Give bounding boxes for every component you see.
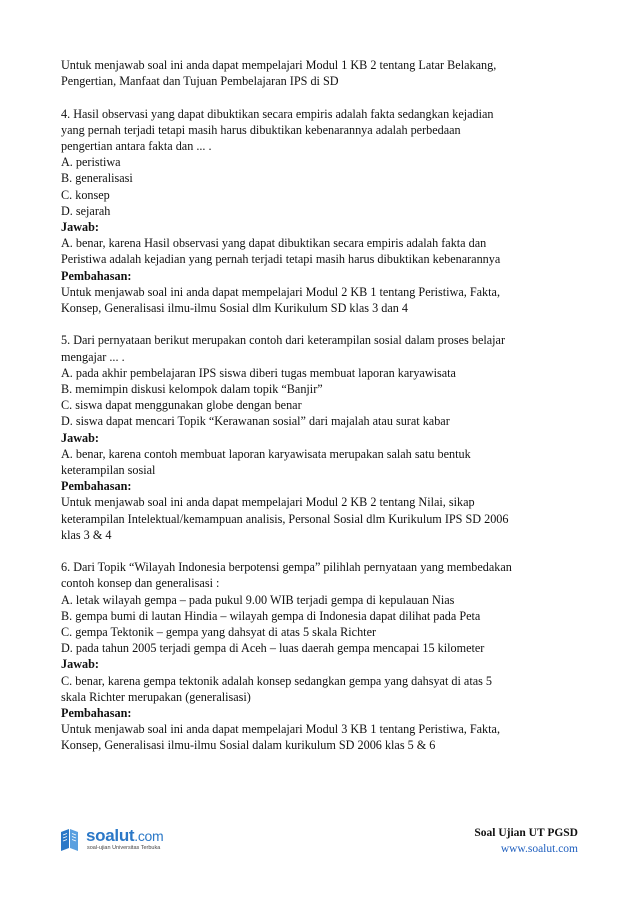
question-5-answer: A. benar, karena contoh membuat laporan karyawisata merupakan salah satu bentuk [61,446,471,461]
question-5-option-b: B. memimpin diskusi kelompok dalam topik “Banjir” [61,382,323,397]
question-4-explanation: Konsep, Generalisasi ilmu-ilmu Sosial dlm Kurikulum SD klas 3 dan 4 [61,301,408,316]
question-6-option-d: D. pada tahun 2005 terjadi gempa di Aceh – luas daerah gempa mencapai 15 kilometer [61,641,485,656]
question-5-explanation: keterampilan Intelektual/kemampuan analisis, Personal Sosial dlm Kurikulum IPS SD 2006 [61,511,509,526]
question-4-jawab-label: Jawab: [61,220,99,235]
question-5-pembahasan-label: Pembahasan: [61,479,132,494]
question-6-answer: C. benar, karena gempa tektonik adalah konsep sedangkan gempa yang dahsyat di atas 5 [61,673,493,688]
question-5-text: 5. Dari pernyataan berikut merupakan contoh dari keterampilan sosial dalam proses belajar [61,333,505,348]
question-4-text: 4. Hasil observasi yang dapat dibuktikan secara empiris adalah fakta sedangkan kejadian [61,106,494,121]
question-6-answer: skala Richter merupakan (generalisasi) [61,689,251,704]
question-5-explanation: Untuk menjawab soal ini anda dapat mempelajari Modul 2 KB 2 tentang Nilai, sikap [61,495,475,510]
footer-info [474,825,578,857]
question-6-jawab-label: Jawab: [61,657,99,672]
question-5-option-c: C. siswa dapat menggunakan globe dengan benar [61,398,302,413]
question-4-answer: A. benar, karena Hasil observasi yang dapat dibuktikan secara empiris adalah fakta dan [61,236,487,251]
question-4-answer: Peristiwa adalah kejadian yang pernah terjadi tetapi masih harus dibuktikan kebenarannya [61,252,501,267]
document-body [61,57,581,754]
spacer [61,543,581,559]
question-5-jawab-label: Jawab: [61,430,99,445]
question-4-option-d: D. sejarah [61,203,111,218]
logo-wordmark [86,826,163,846]
question-5-option-a: A. pada akhir pembelajaran IPS siswa diberi tugas membuat laporan karyawisata [61,365,456,380]
question-6-option-b: B. gempa bumi di lautan Hindia – wilayah gempa di Indonesia dapat dilihat pada Peta [61,608,481,623]
question-6-text: contoh konsep dan generalisasi : [61,576,220,591]
question-6-text: 6. Dari Topik “Wilayah Indonesia berpotensi gempa” pilihlah pernyataan yang membedakan [61,560,512,575]
spacer [61,316,581,332]
question-6-pembahasan-label: Pembahasan: [61,706,132,721]
question-5-option-d: D. siswa dapat mencari Topik “Kerawanan sosial” dari majalah atau surat kabar [61,414,450,429]
logo-word: soalut [86,826,135,845]
question-5-explanation: klas 3 & 4 [61,527,112,542]
soalut-logo[interactable] [58,826,198,858]
footer-title: Soal Ujian UT PGSD [474,827,578,839]
book-icon [58,826,84,854]
spacer [61,89,581,105]
question-5-text: mengajar ... . [61,349,125,364]
question-5-answer: keterampilan sosial [61,463,156,478]
question-4-option-a: A. peristiwa [61,155,121,170]
question-6-option-c: C. gempa Tektonik – gempa yang dahsyat di atas 5 skala Richter [61,625,377,640]
intro-line: Untuk menjawab soal ini anda dapat mempelajari Modul 1 KB 2 tentang Latar Belakang, [61,58,497,72]
logo-tagline: soal-ujian Universitas Terbuka [87,845,161,851]
question-4-pembahasan-label: Pembahasan: [61,268,132,283]
question-4-text: pengertian antara fakta dan ... . [61,139,212,153]
question-6-explanation: Untuk menjawab soal ini anda dapat mempelajari Modul 3 KB 1 tentang Peristiwa, Fakta, [61,722,500,737]
question-4-text: yang pernah terjadi tetapi masih harus dibuktikan kebenarannya adalah perbedaan [61,122,461,137]
intro-line: Pengertian, Manfaat dan Tujuan Pembelajaran IPS di SD [61,74,339,89]
footer-url-link[interactable]: www.soalut.com [500,843,578,855]
logo-tld: .com [134,828,164,844]
question-4-explanation: Untuk menjawab soal ini anda dapat mempelajari Modul 2 KB 1 tentang Peristiwa, Fakta, [61,284,500,299]
question-4-option-c: C. konsep [61,187,110,202]
question-6-explanation: Konsep, Generalisasi ilmu-ilmu Sosial dalam kurikulum SD 2006 klas 5 & 6 [61,738,436,753]
question-6-option-a: A. letak wilayah gempa – pada pukul 9.00 WIB terjadi gempa di kepulauan Nias [61,592,455,607]
question-4-option-b: B. generalisasi [61,171,133,186]
